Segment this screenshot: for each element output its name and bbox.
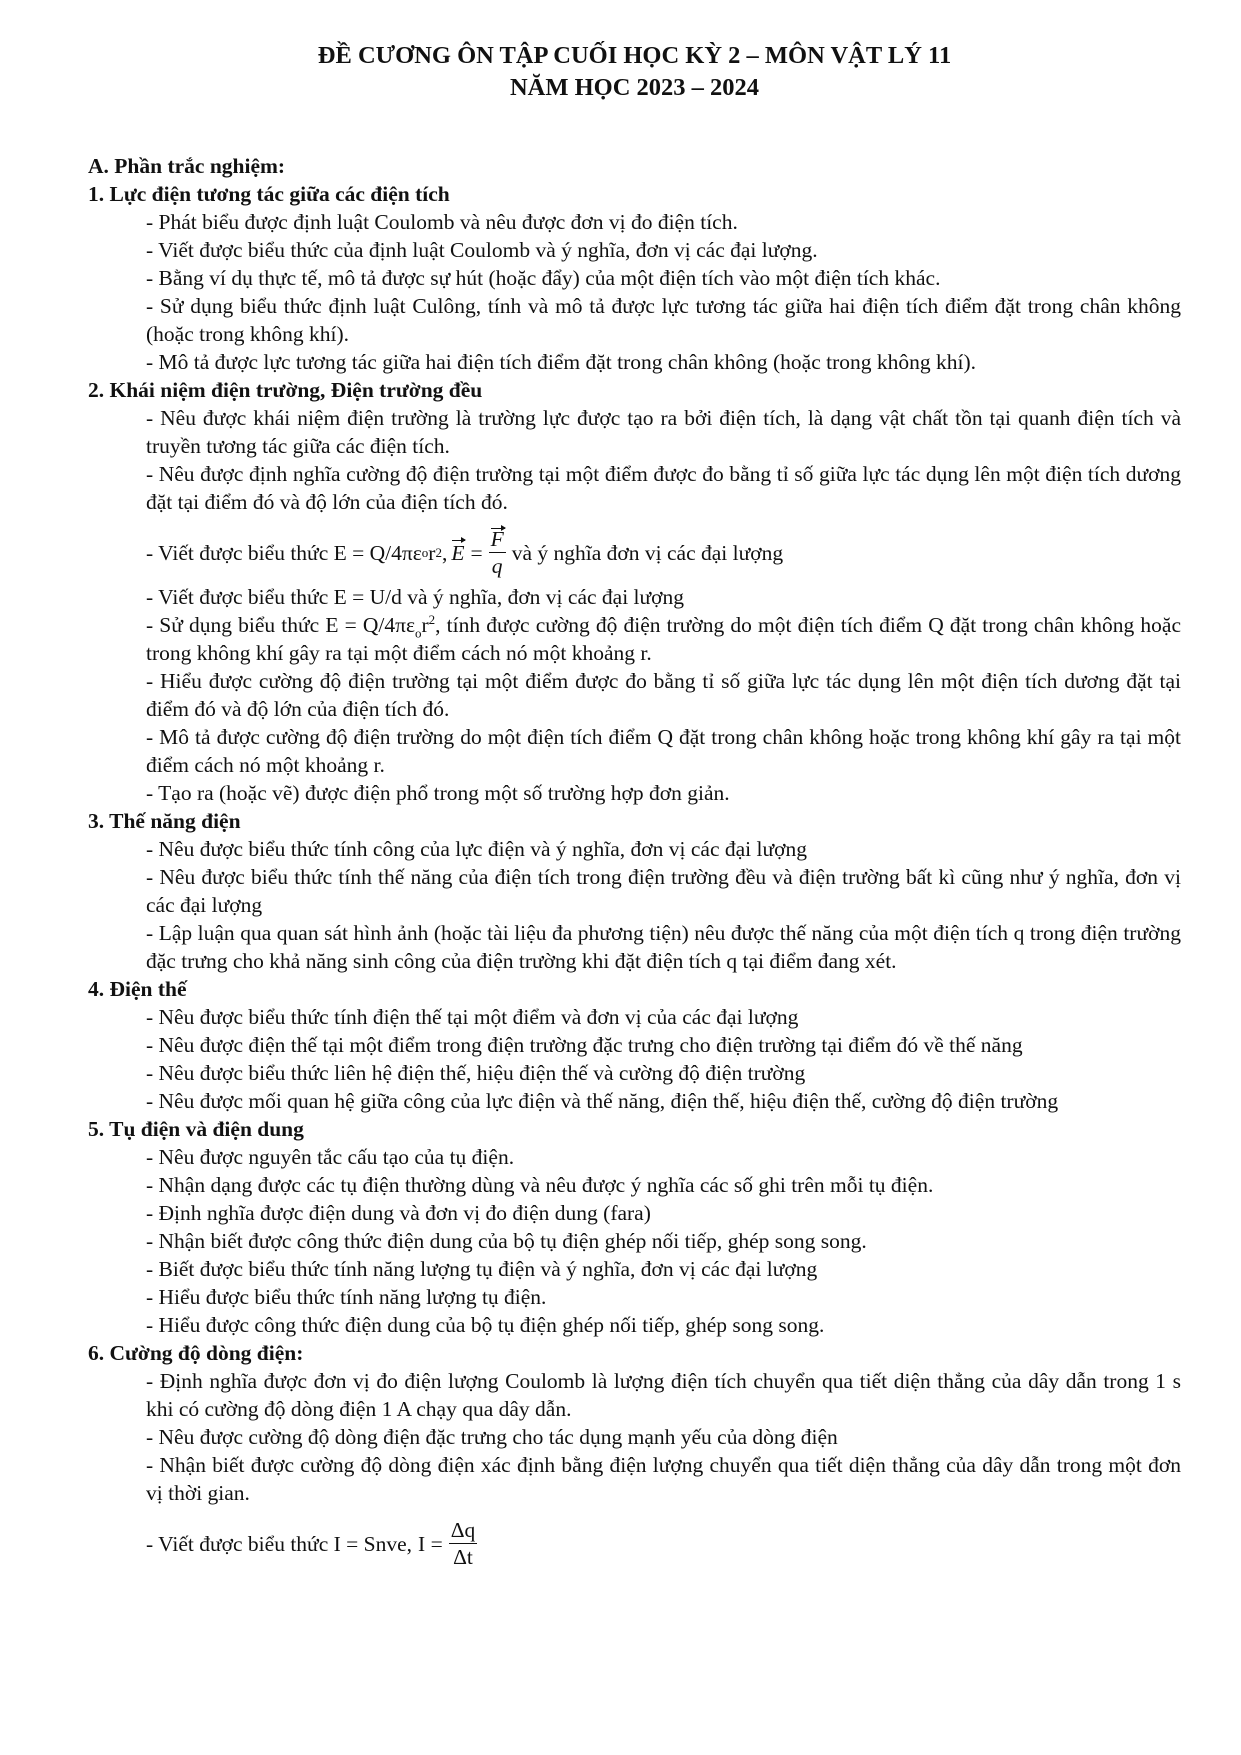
section-2-items bbox=[88, 404, 1181, 807]
list-item: - Viết được biểu thức E = U/d và ý nghĩa, đơn vị các đại lượng bbox=[146, 585, 685, 609]
list-item: - Nêu được mối quan hệ giữa công của lực điện và thế năng, điện thế, hiệu điện thế, cường độ điện trường bbox=[146, 1089, 1059, 1113]
section-4-title: 4. Điện thế bbox=[88, 977, 187, 1001]
list-item: - Nhận biết được cường độ dòng điện xác định bằng điện lượng chuyển qua tiết diện thẳng của dây dẫn trong một đơn vị thời gian. bbox=[146, 1453, 1181, 1505]
list-item: - Hiểu được công thức điện dung của bộ tụ điện ghép nối tiếp, ghép song song. bbox=[146, 1313, 825, 1337]
list-item: - Nêu được biểu thức liên hệ điện thế, hiệu điện thế và cường độ điện trường bbox=[146, 1061, 806, 1085]
school-year: NĂM HỌC 2023 – 2024 bbox=[509, 74, 760, 101]
list-item: - Nêu được biểu thức tính thế năng của điện tích trong điện trường đều và điện trường bất kì cũng như ý nghĩa, đơn vị các đại lượng bbox=[146, 865, 1181, 917]
use-sup: 2 bbox=[428, 611, 436, 627]
document-header bbox=[88, 40, 1181, 104]
formula-suffix: và ý nghĩa đơn vị các đại lượng bbox=[511, 540, 784, 565]
use-suffix: , tính được cường độ điện trường do một điện tích điểm Q đặt trong chân không hoặc trong không khí gây ra tại một điểm cách nó một khoảng r. bbox=[146, 613, 1181, 665]
list-item: - Nêu được điện thế tại một điểm trong điện trường đặc trưng cho điện trường tại điểm đó về thế năng bbox=[146, 1033, 1023, 1057]
current-fraction-denominator: Δt bbox=[453, 1545, 473, 1569]
current-fraction bbox=[449, 1517, 478, 1570]
fraction-denominator: q bbox=[491, 554, 503, 578]
list-item: - Hiểu được biểu thức tính năng lượng tụ điện. bbox=[146, 1285, 547, 1309]
list-item-use-formula bbox=[146, 611, 1181, 667]
list-item: - Nêu được cường độ dòng điện đặc trưng cho tác dụng mạnh yếu của dòng điện bbox=[146, 1425, 838, 1449]
part-a-heading: A. Phần trắc nghiệm: bbox=[88, 154, 286, 178]
list-item: - Mô tả được lực tương tác giữa hai điện tích điểm đặt trong chân không (hoặc trong không khí). bbox=[146, 350, 977, 374]
list-item: - Nêu được khái niệm điện trường là trường lực được tạo ra bởi điện tích, là dạng vật chất tồn tại quanh điện tích và truyền tương tác giữa các điện tích. bbox=[146, 406, 1181, 458]
section-4-items bbox=[88, 1003, 1181, 1115]
list-item: - Lập luận qua quan sát hình ảnh (hoặc tài liệu đa phương tiện) nêu được thế năng của một điện tích q trong điện trường đặc trưng cho khả năng sinh công của điện trường khi đặt điện tích q tại điểm đang xét. bbox=[146, 921, 1181, 973]
section-1-title: 1. Lực điện tương tác giữa các điện tích bbox=[88, 182, 450, 206]
use-r: r bbox=[421, 613, 429, 637]
section-3-title: 3. Thế năng điện bbox=[88, 809, 241, 833]
section-6-title: 6. Cường độ dòng điện: bbox=[88, 1341, 304, 1365]
current-formula-prefix: - Viết được biểu thức I = Snve, bbox=[146, 1531, 413, 1556]
formula-equals: = bbox=[470, 540, 483, 565]
section-5-title: 5. Tụ điện và điện dung bbox=[88, 1117, 304, 1141]
list-item: - Nhận dạng được các tụ điện thường dùng và nêu được ý nghĩa các số ghi trên mỗi tụ điện. bbox=[146, 1173, 934, 1197]
list-item: - Nêu được định nghĩa cường độ điện trường tại một điểm được đo bằng tỉ số giữa lực tác dụng lên một điện tích dương đặt tại điểm đó và độ lớn của điện tích đó. bbox=[146, 462, 1181, 514]
formula-r: r bbox=[428, 540, 436, 565]
list-item: - Nhận biết được công thức điện dung của bộ tụ điện ghép nối tiếp, ghép song song. bbox=[146, 1229, 867, 1253]
field-formula-item: - Viết được biểu thức E = Q/4πε o r 2 , E = $\frac{F}{q}$ và ý nghĩa đơn vị các đại lượng bbox=[146, 527, 784, 578]
current-fraction-numerator: Δq bbox=[450, 1518, 476, 1542]
current-formula-item bbox=[146, 1517, 1181, 1570]
list-item: - Hiểu được cường độ điện trường tại một điểm được đo bằng tỉ số giữa lực tác dụng lên một điện tích dương đặt tại điểm đó và độ lớn của điện tích đó. bbox=[146, 669, 1181, 721]
vector-e: E bbox=[451, 540, 465, 565]
list-item: - Tạo ra (hoặc vẽ) được điện phổ trong một số trường hợp đơn giản. bbox=[146, 781, 730, 805]
field-fraction bbox=[489, 526, 506, 579]
list-item: - Nêu được nguyên tắc cấu tạo của tụ điện. bbox=[146, 1145, 515, 1169]
list-item: - Biết được biểu thức tính năng lượng tụ điện và ý nghĩa, đơn vị các đại lượng bbox=[146, 1257, 818, 1281]
vector-f: F bbox=[490, 527, 504, 551]
formula-prefix: - Viết được biểu thức E = Q/4πε bbox=[146, 540, 422, 565]
formula-comma: , bbox=[441, 540, 448, 565]
section-5-items bbox=[88, 1143, 1181, 1339]
list-item: - Mô tả được cường độ điện trường do một điện tích điểm Q đặt trong chân không hoặc trong không khí gây ra tại một điểm cách nó một khoảng r. bbox=[146, 725, 1181, 777]
list-item: - Viết được biểu thức của định luật Coulomb và ý nghĩa, đơn vị các đại lượng. bbox=[146, 238, 818, 262]
section-6-items bbox=[88, 1367, 1181, 1570]
section-2-title: 2. Khái niệm điện trường, Điện trường đều bbox=[88, 378, 483, 402]
section-3-items bbox=[88, 835, 1181, 975]
document-title: ĐỀ CƯƠNG ÔN TẬP CUỐI HỌC KỲ 2 – MÔN VẬT LÝ 11 bbox=[317, 42, 952, 69]
list-item: - Nêu được biểu thức tính điện thế tại một điểm và đơn vị của các đại lượng bbox=[146, 1005, 799, 1029]
list-item: - Nêu được biểu thức tính công của lực điện và ý nghĩa, đơn vị các đại lượng bbox=[146, 837, 808, 861]
section-1-items bbox=[88, 208, 1181, 376]
use-sub: o bbox=[415, 625, 422, 641]
list-item: - Sử dụng biểu thức định luật Culông, tính và mô tả được lực tương tác giữa hai điện tích điểm đặt trong chân không (hoặc trong không khí). bbox=[146, 294, 1181, 346]
list-item: - Bằng ví dụ thực tế, mô tả được sự hút (hoặc đẩy) của một điện tích vào một điện tích khác. bbox=[146, 266, 941, 290]
current-formula-lhs: I = bbox=[418, 1531, 443, 1556]
use-prefix: - Sử dụng biểu thức E = Q/4πε bbox=[146, 613, 415, 637]
list-item: - Định nghĩa được đơn vị đo điện lượng Coulomb là lượng điện tích chuyển qua tiết diện thẳng của dây dẫn trong 1 s khi có cường độ dòng điện 1 A chạy qua dây dẫn. bbox=[146, 1369, 1181, 1421]
list-item: - Định nghĩa được điện dung và đơn vị đo điện dung (fara) bbox=[146, 1201, 651, 1225]
list-item: - Phát biểu được định luật Coulomb và nêu được đơn vị đo điện tích. bbox=[146, 210, 738, 234]
